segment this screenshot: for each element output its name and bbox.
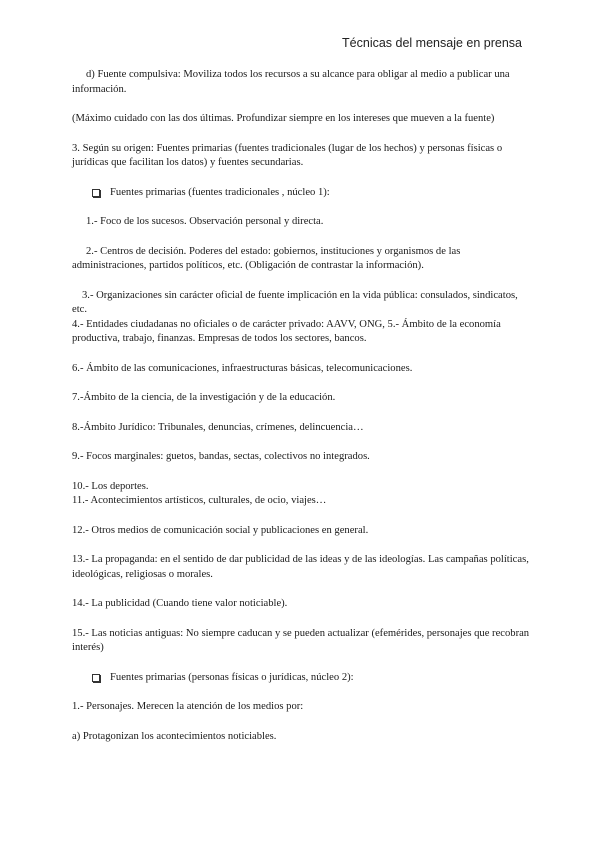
paragraph: d) Fuente compulsiva: Moviliza todos los recursos a su alcance para obligar al medio a publicar una información.: [72, 69, 510, 95]
paragraph: 4.- Entidades ciudadanas no oficiales o de carácter privado: AAVV, ONG, 5.- Ámbito de la economía productiva, trabajo, finanzas. Empresas de todos los sectores, bancos.: [72, 318, 501, 344]
paragraph: 2.- Centros de decisión. Poderes del estado: gobiernos, instituciones y organismos de las administraciones, partidos políticos, etc. (Obligación de contrastar la información).: [72, 245, 461, 271]
document-header: Técnicas del mensaje en prensa: [342, 36, 522, 50]
document-body: [72, 68, 532, 744]
paragraph: 1.- Personajes. Merecen la atención de los medios por:: [72, 701, 304, 712]
paragraph: 10.- Los deportes.: [72, 480, 149, 492]
paragraph: (Máximo cuidado con las dos últimas. Profundizar siempre en los intereses que mueven a la fuente): [72, 113, 495, 124]
paragraph: 3.- Organizaciones sin carácter oficial de fuente implicación en la vida pública: consulados, sindicatos, etc.: [72, 289, 518, 315]
bullet-item: [72, 186, 532, 201]
paragraph: 11.- Acontecimientos artísticos, culturales, de ocio, viajes…: [72, 495, 327, 506]
paragraph: 7.-Ámbito de la ciencia, de la investigación y de la educación.: [72, 392, 336, 403]
paragraph: 1.- Foco de los sucesos. Observación personal y directa.: [86, 216, 324, 227]
bullet-text: Fuentes primarias (personas físicas o jurídicas, núcleo 2):: [110, 671, 354, 683]
bullet-item: [72, 671, 532, 686]
paragraph: 15.- Las noticias antiguas: No siempre caducan y se pueden actualizar (efemérides, personajes que recobran interés): [72, 627, 530, 653]
paragraph: 12.- Otros medios de comunicación social y publicaciones en general.: [72, 524, 369, 536]
paragraph: 9.- Focos marginales: guetos, bandas, sectas, colectivos no integrados.: [72, 451, 370, 462]
paragraph: a) Protagonizan los acontecimientos noticiables.: [72, 730, 277, 742]
checkbox-bullet-icon: [92, 189, 100, 197]
paragraph: 8.-Ámbito Jurídico: Tribunales, denuncias, crímenes, delincuencia…: [72, 421, 364, 433]
checkbox-bullet-icon: [92, 674, 100, 682]
paragraph: 14.- La publicidad (Cuando tiene valor noticiable).: [72, 598, 288, 609]
paragraph: 6.- Ámbito de las comunicaciones, infraestructuras básicas, telecomunicaciones.: [72, 362, 413, 374]
paragraph: 3. Según su origen: Fuentes primarias (fuentes tradicionales (lugar de los hechos) y personas físicas o jurídicas que facilitan los datos) y fuentes secundarias.: [72, 142, 503, 168]
paragraph: 13.- La propaganda: en el sentido de dar publicidad de las ideas y de las ideologías. Las campañas políticas, ideológicas, religiosas o morales.: [72, 554, 529, 580]
bullet-text: Fuentes primarias (fuentes tradicionales , núcleo 1):: [110, 186, 330, 198]
